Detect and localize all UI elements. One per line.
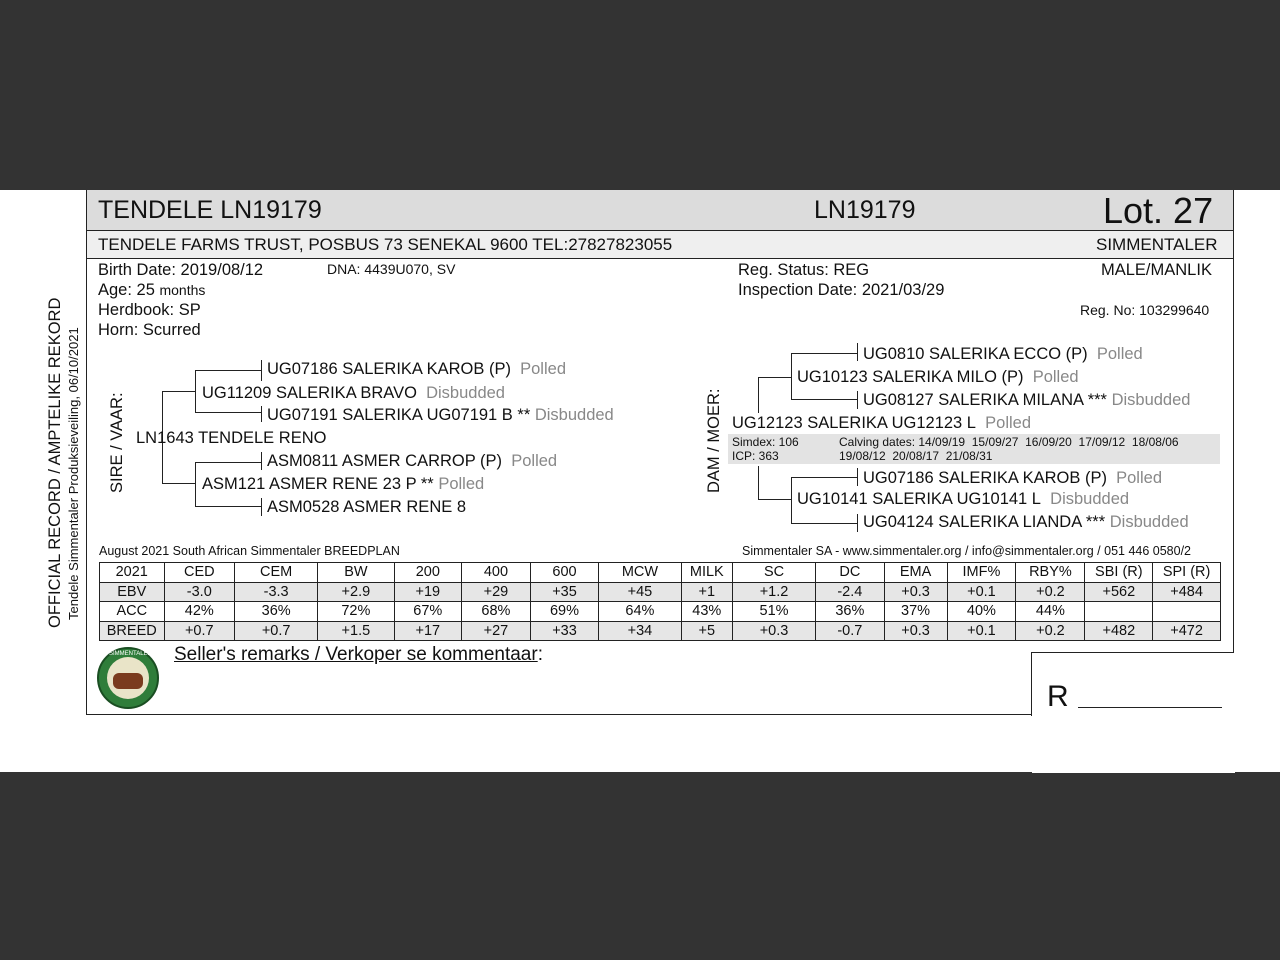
sss-tick xyxy=(261,360,262,381)
pedigree-name: UG04124 SALERIKA LIANDA *** xyxy=(863,513,1106,531)
table-row xyxy=(100,621,1221,641)
horn-status: Polled xyxy=(438,475,485,493)
table-cell: +0.7 xyxy=(164,621,235,641)
ddd-tick xyxy=(857,514,858,532)
table-header-cell: CED xyxy=(164,563,235,583)
table-row xyxy=(100,582,1221,602)
table-cell: +0.1 xyxy=(947,582,1016,602)
calving-dates-cont: 19/08/12 20/08/17 21/08/31 xyxy=(839,449,993,463)
table-cell: +29 xyxy=(462,582,531,602)
pedigree-name: UG10141 SALERIKA UG10141 L xyxy=(797,490,1041,508)
price-r-label: R xyxy=(1047,680,1069,713)
table-cell: ACC xyxy=(100,602,165,622)
horn-status: Horn: Scurred xyxy=(98,321,201,339)
animal-id: LN19179 xyxy=(814,196,916,224)
table-cell: +34 xyxy=(599,621,681,641)
table-cell: 37% xyxy=(884,602,947,622)
table-header-cell: DC xyxy=(816,563,885,583)
lot-card xyxy=(0,190,1280,772)
age xyxy=(98,281,205,300)
sire-sire xyxy=(202,384,505,403)
dam-dam-bracket-top xyxy=(791,477,857,478)
table-cell: 64% xyxy=(599,602,681,622)
table-cell: +482 xyxy=(1085,621,1153,641)
table-cell: BREED xyxy=(100,621,165,641)
table-header-cell: IMF% xyxy=(947,563,1016,583)
sellers-remarks-label: Seller's remarks / Verkoper se kommentaar xyxy=(174,644,538,665)
table-header-cell: 400 xyxy=(462,563,531,583)
lot-number: Lot. 27 xyxy=(1103,190,1214,231)
official-record-label: OFFICIAL RECORD / AMPTELIKE REKORD xyxy=(46,297,64,628)
table-header-cell: 200 xyxy=(394,563,462,583)
table-header-cell: SBI (R) xyxy=(1085,563,1153,583)
sire-dam-sire xyxy=(267,452,557,471)
table-cell: +1.2 xyxy=(733,582,816,602)
pedigree-name: UG08127 SALERIKA MILANA *** xyxy=(863,391,1107,409)
dam-bracket-upper xyxy=(758,377,759,413)
table-cell: +35 xyxy=(530,582,599,602)
sellers-remarks xyxy=(174,644,543,666)
table-cell: -3.0 xyxy=(164,582,235,602)
table-header-cell: CEM xyxy=(235,563,318,583)
sire-label: SIRE / VAAR: xyxy=(108,392,126,493)
dam-sire-bracket-top xyxy=(791,353,857,354)
pedigree-name: UG07191 SALERIKA UG07191 B ** xyxy=(267,406,531,424)
horn-status: Polled xyxy=(1032,368,1079,386)
reg-status: Reg. Status: REG xyxy=(738,261,870,279)
table-row xyxy=(100,602,1221,622)
table-cell: -2.4 xyxy=(816,582,885,602)
sire-dam-bracket-top xyxy=(195,462,261,463)
pedigree-name: UG12123 SALERIKA UG12123 L xyxy=(732,414,976,432)
table-cell: +0.2 xyxy=(1016,621,1085,641)
table-cell: -0.7 xyxy=(816,621,885,641)
logo-text: SIMMENTALER xyxy=(109,651,152,657)
dam-sire-bracket xyxy=(791,353,792,399)
dam-sire-sire xyxy=(863,345,1143,364)
horn-status: Polled xyxy=(520,360,566,378)
table-cell: +45 xyxy=(599,582,681,602)
table-cell: 51% xyxy=(733,602,816,622)
dam-dam-bracket-bottom xyxy=(791,523,857,524)
herdbook: Herdbook: SP xyxy=(98,301,201,319)
table-header-cell: MILK xyxy=(681,563,732,583)
horn-status: Polled xyxy=(985,414,1032,432)
table-cell: +1.5 xyxy=(318,621,394,641)
dss-tick xyxy=(857,343,858,361)
animal-name: TENDELE LN19179 xyxy=(98,196,322,224)
sire-sire-bracket xyxy=(195,370,196,412)
cow-icon xyxy=(113,673,143,689)
horn-status: Disbudded xyxy=(426,384,505,402)
icp: ICP: 363 xyxy=(732,449,779,463)
dam-dam-sire xyxy=(863,469,1162,488)
dam-label: DAM / MOER: xyxy=(705,388,723,493)
sire-dam xyxy=(202,475,484,494)
ssd-tick xyxy=(261,406,262,422)
table-cell: +0.3 xyxy=(884,621,947,641)
table-cell: +0.2 xyxy=(1016,582,1085,602)
table-cell: EBV xyxy=(100,582,165,602)
age-unit: months xyxy=(159,282,206,298)
table-cell: 42% xyxy=(164,602,235,622)
breedplan-caption: August 2021 South African Simmentaler BREEDPLAN xyxy=(99,544,400,558)
horn-status: Polled xyxy=(1096,345,1143,363)
horn-status: Disbudded xyxy=(1050,490,1130,508)
sds-tick xyxy=(261,452,262,470)
table-cell: +27 xyxy=(462,621,531,641)
table-cell: 40% xyxy=(947,602,1016,622)
dam-bracket-lower xyxy=(758,466,759,499)
horn-status: Disbudded xyxy=(1111,391,1191,409)
age-value: Age: 25 xyxy=(98,281,155,299)
table-cell: +17 xyxy=(394,621,462,641)
sex-label: MALE/MANLIK xyxy=(1101,261,1212,279)
pedigree-name: UG11209 SALERIKA BRAVO xyxy=(202,384,417,402)
calving-dates: Calving dates: 14/09/19 15/09/27 16/09/20 17/09/12 18/08/06 xyxy=(839,435,1179,449)
sire-sire-dam xyxy=(267,406,614,425)
r-box-divider xyxy=(1031,652,1032,716)
dam-sire-bracket-bottom xyxy=(791,399,857,400)
table-header-cell: EMA xyxy=(884,563,947,583)
sellers-remarks-colon: : xyxy=(537,644,543,665)
dds-tick xyxy=(857,468,858,486)
table-cell: 69% xyxy=(530,602,599,622)
table-cell: +0.3 xyxy=(733,621,816,641)
table-cell: 43% xyxy=(681,602,732,622)
horn-status: Disbudded xyxy=(1109,513,1189,531)
breedplan-table xyxy=(99,562,1221,641)
breed-label: SIMMENTALER xyxy=(1096,235,1218,254)
inspection-date: Inspection Date: 2021/03/29 xyxy=(738,281,945,299)
table-cell: +2.9 xyxy=(318,582,394,602)
table-cell: 72% xyxy=(318,602,394,622)
table-cell xyxy=(1085,602,1153,622)
sire-sire-sire xyxy=(267,360,566,379)
table-cell: +5 xyxy=(681,621,732,641)
horn-status: Disbudded xyxy=(534,406,614,424)
table-cell: +0.7 xyxy=(235,621,318,641)
table-header-cell: 600 xyxy=(530,563,599,583)
dsd-tick xyxy=(857,391,858,409)
horn-status: Polled xyxy=(511,452,558,470)
table-header-cell: SPI (R) xyxy=(1153,563,1221,583)
dam-sire-dam xyxy=(863,391,1190,410)
table-header-cell: SC xyxy=(733,563,816,583)
table-cell: +0.1 xyxy=(947,621,1016,641)
breedplan-contact: Simmentaler SA - www.simmentaler.org / info@simmentaler.org / 051 446 0580/2 xyxy=(742,544,1192,558)
table-cell: +0.3 xyxy=(884,582,947,602)
pedigree-name: UG07186 SALERIKA KAROB (P) xyxy=(267,360,511,378)
simdex: Simdex: 106 xyxy=(732,435,799,449)
table-cell: +19 xyxy=(394,582,462,602)
pedigree-name: ASM121 ASMER RENE 23 P ** xyxy=(202,475,434,493)
horn-status: Polled xyxy=(1116,469,1162,487)
sire-bracket-bottom xyxy=(162,483,195,484)
table-header-cell: MCW xyxy=(599,563,681,583)
table-header-cell: RBY% xyxy=(1016,563,1085,583)
sire-sire-bracket-bottom xyxy=(195,412,261,413)
dam-dam-dam xyxy=(863,513,1189,532)
simmentaler-logo xyxy=(97,647,159,709)
dam-bracket-upper-top xyxy=(758,377,791,378)
table-cell xyxy=(1153,602,1221,622)
pedigree-name: ASM0811 ASMER CARROP (P) xyxy=(267,452,503,470)
dam-dam-bracket xyxy=(791,477,792,523)
table-cell: +562 xyxy=(1085,582,1153,602)
sire: LN1643 TENDELE RENO xyxy=(136,429,327,447)
dam xyxy=(732,414,1031,433)
table-cell: +1 xyxy=(681,582,732,602)
sire-bracket-top xyxy=(162,391,195,392)
sire-sire-bracket-top xyxy=(195,370,261,371)
dam-sire xyxy=(797,368,1079,387)
table-header-cell: BW xyxy=(318,563,394,583)
pedigree-name: ASM0528 ASMER RENE 8 xyxy=(267,498,466,516)
dam-bracket-lower-bottom xyxy=(758,499,791,500)
owner-info: TENDELE FARMS TRUST, POSBUS 73 SENEKAL 9600 TEL:27827823055 xyxy=(98,235,673,254)
auction-label: Tendele Simmentaler Produksieveiling, 06/10/2021 xyxy=(66,327,81,620)
sdd-tick xyxy=(261,498,262,516)
table-cell: 36% xyxy=(816,602,885,622)
pedigree-name: UG0810 SALERIKA ECCO (P) xyxy=(863,345,1088,363)
birth-date: Birth Date: 2019/08/12 xyxy=(98,261,264,279)
pedigree-name: UG10123 SALERIKA MILO (P) xyxy=(797,368,1024,386)
table-cell: 67% xyxy=(394,602,462,622)
table-row xyxy=(100,563,1221,583)
pedigree-name: UG07186 SALERIKA KAROB (P) xyxy=(863,469,1107,487)
dam-dam xyxy=(797,490,1129,509)
dna-info: DNA: 4439U070, SV xyxy=(327,261,456,277)
sire-dam-dam xyxy=(267,498,466,517)
table-cell: 44% xyxy=(1016,602,1085,622)
table-cell: +484 xyxy=(1153,582,1221,602)
table-cell: 68% xyxy=(462,602,531,622)
sire-dam-bracket xyxy=(195,462,196,506)
table-cell: +33 xyxy=(530,621,599,641)
price-line[interactable] xyxy=(1078,707,1222,708)
table-header-cell: 2021 xyxy=(100,563,165,583)
reg-number: Reg. No: 103299640 xyxy=(1080,302,1210,318)
table-cell: +472 xyxy=(1153,621,1221,641)
table-cell: 36% xyxy=(235,602,318,622)
sire-dam-bracket-bottom xyxy=(195,506,261,507)
table-cell: -3.3 xyxy=(235,582,318,602)
